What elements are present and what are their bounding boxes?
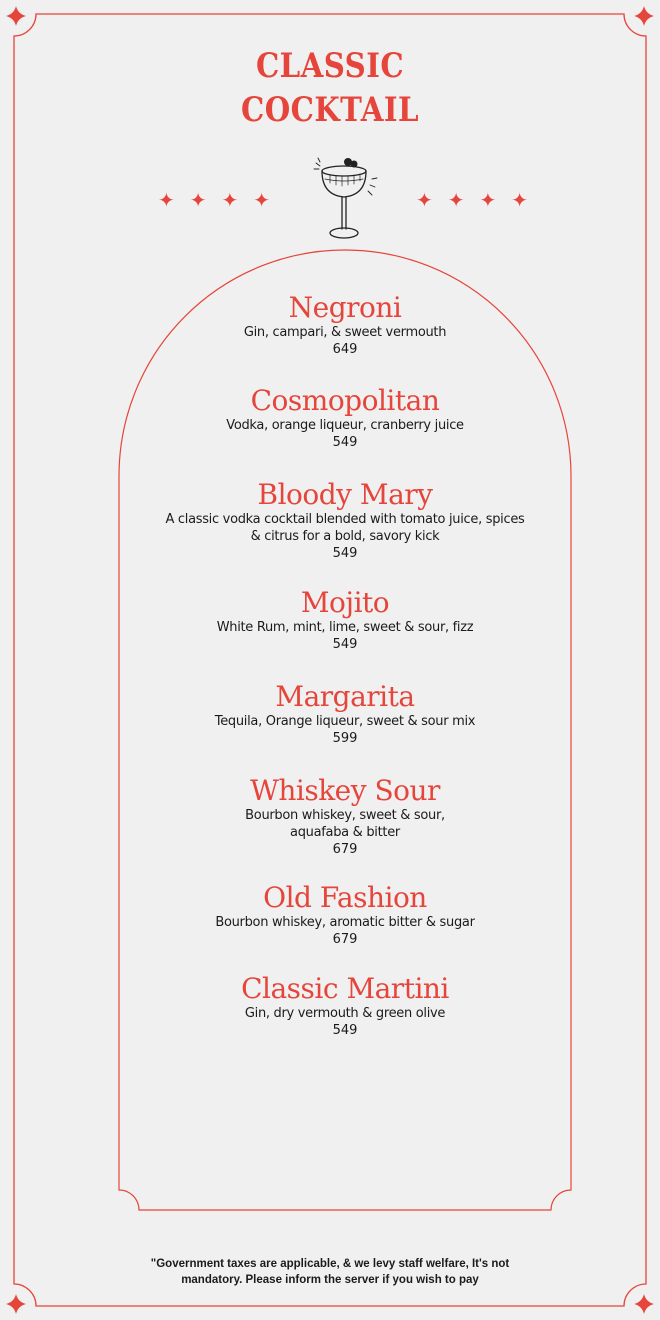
item-name: Cosmopolitan bbox=[250, 384, 440, 417]
item-name: Old Fashion bbox=[263, 881, 427, 914]
cocktail-glass-icon bbox=[306, 155, 382, 245]
item-description: Gin, dry vermouth & green olive bbox=[244, 1006, 446, 1021]
disclaimer-line1: "Government taxes are applicable, & we levy staff welfare, It's not bbox=[150, 1258, 510, 1270]
menu-item bbox=[130, 587, 560, 653]
item-name: Mojito bbox=[300, 586, 390, 619]
item-name: Margarita bbox=[275, 680, 415, 713]
item-price: 549 bbox=[332, 546, 358, 561]
menu-title-line1: CLASSIC bbox=[255, 46, 405, 86]
tax-disclaimer bbox=[100, 1256, 560, 1288]
decorative-stars-right: ✦✦✦✦ bbox=[416, 190, 544, 212]
item-price: 599 bbox=[332, 731, 358, 746]
item-price: 679 bbox=[332, 932, 358, 947]
item-description: White Rum, mint, lime, sweet & sour, fizz bbox=[216, 620, 474, 635]
menu-item bbox=[130, 882, 560, 948]
menu-item bbox=[130, 775, 560, 858]
item-description: Bourbon whiskey, aromatic bitter & sugar bbox=[215, 915, 475, 930]
menu-title-line2: COCKTAIL bbox=[241, 90, 419, 130]
item-price: 549 bbox=[332, 435, 358, 450]
disclaimer-line2: mandatory. Please inform the server if you wish to pay bbox=[181, 1274, 479, 1286]
item-description: Gin, campari, & sweet vermouth bbox=[243, 325, 447, 340]
item-description: Tequila, Orange liqueur, sweet & sour mix bbox=[214, 714, 476, 729]
item-price: 549 bbox=[332, 637, 358, 652]
item-price: 549 bbox=[332, 1023, 358, 1038]
item-price: 649 bbox=[332, 342, 358, 357]
item-price: 679 bbox=[332, 842, 358, 857]
item-name: Bloody Mary bbox=[257, 478, 433, 511]
item-description-line2: aquafaba & bitter bbox=[290, 825, 400, 840]
item-description-line2: & citrus for a bold, savory kick bbox=[250, 529, 440, 544]
menu-item bbox=[130, 292, 560, 358]
menu-item bbox=[130, 681, 560, 747]
item-name: Negroni bbox=[288, 291, 402, 324]
menu-item bbox=[130, 385, 560, 451]
menu-item bbox=[130, 973, 560, 1039]
item-name: Whiskey Sour bbox=[250, 774, 440, 807]
item-description-line1: A classic vodka cocktail blended with tomato juice, spices bbox=[165, 512, 525, 527]
menu-item bbox=[110, 479, 580, 562]
item-name: Classic Martini bbox=[241, 972, 449, 1005]
item-description-line1: Bourbon whiskey, sweet & sour, bbox=[245, 808, 445, 823]
decorative-stars-left: ✦✦✦✦ bbox=[158, 190, 286, 212]
item-description: Vodka, orange liqueur, cranberry juice bbox=[226, 418, 464, 433]
